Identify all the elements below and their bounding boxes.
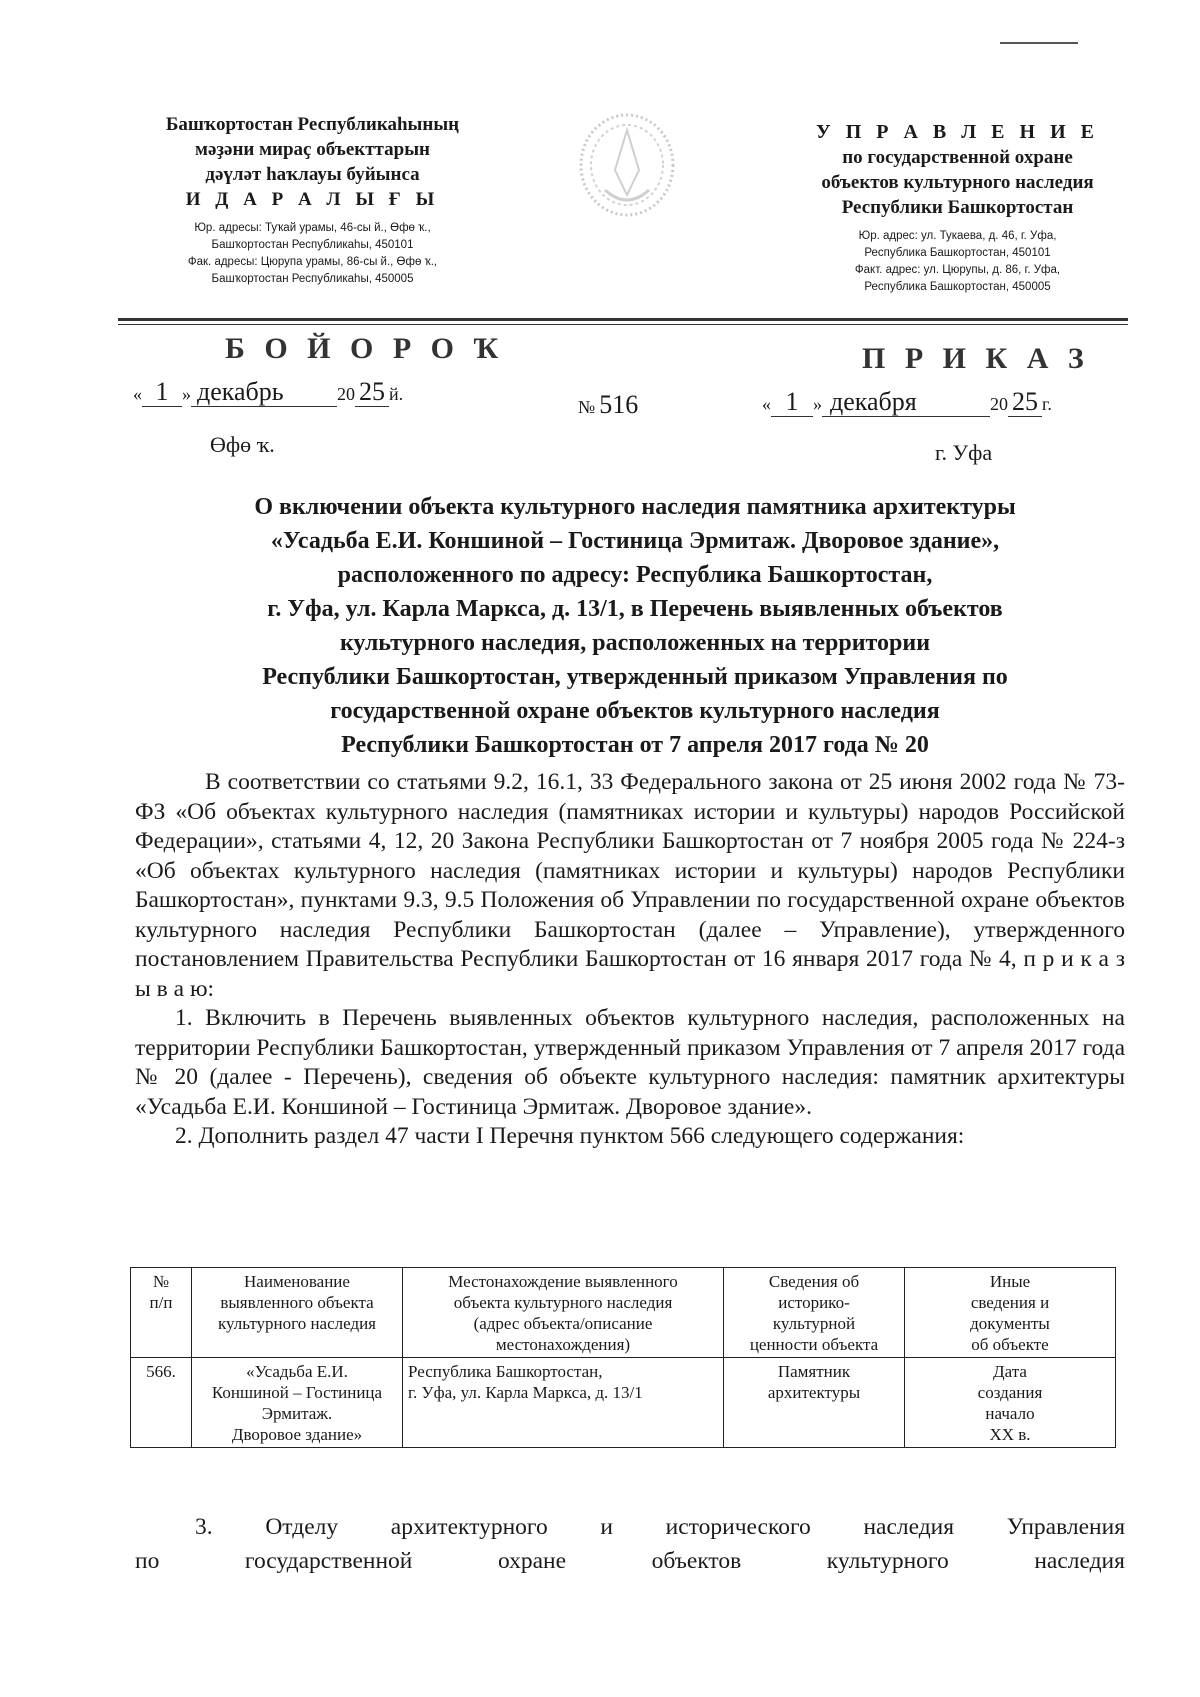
header-left [110,112,515,288]
word: объектов [651,1548,742,1574]
cell-line: Иные [989,1272,1031,1291]
order-title-russian: П Р И К А З [862,342,1090,375]
cell-line: Памятник [777,1362,851,1381]
location-cell [403,1358,724,1448]
word: исторического [665,1514,811,1540]
cell-line: об объекте [971,1335,1049,1354]
cell-line: г. Уфа, ул. Карла Маркса, д. 13/1 [408,1383,643,1402]
header-cell [131,1268,192,1358]
header-cell [724,1268,905,1358]
cell-line: Дата [993,1362,1027,1381]
quote-close: » [182,384,191,404]
date-year-suffix: 25 [355,378,389,407]
city-russian: г. Уфа [935,440,993,465]
address-line: Башҡортостан Республикаһы, 450005 [211,273,414,285]
table-row [131,1358,1116,1448]
title-line: культурного наследия, расположенных на территории [339,630,931,656]
other-info-cell [905,1358,1116,1448]
coat-of-arms-emblem [575,110,680,220]
header-right-line: по государственной охране [842,147,1073,168]
address-line: Башҡортостан Республикаһы, 450101 [211,239,414,251]
cell-line: местонахождения) [495,1335,631,1354]
cell-line: Республика Башкортостан, [408,1362,603,1381]
header-divider [118,318,1128,321]
cell-line: XX в. [989,1425,1031,1444]
header-right-address [790,228,1125,296]
quote-open: « [133,384,142,404]
date-left [133,378,403,407]
quote-open: « [762,394,771,414]
cell-line: Коншиной – Гостиница [211,1383,383,1402]
cell-line: п/п [149,1293,173,1312]
title-line: Республики Башкортостан, утвержденный приказом Управления по [262,664,1008,690]
header-right-line: объектов культурного наследия [821,172,1094,193]
title-line: расположенного по адресу: Республика Башкортостан, [337,562,933,588]
word: государственной [244,1548,413,1574]
cell-line: Сведения об [768,1272,860,1291]
header-right [790,120,1125,296]
word: архитектурного [390,1514,548,1540]
cell-line: выявленного объекта [220,1293,374,1312]
address-line: Фак. адресы: Цюрупа урамы, 86-сы й., Өфө ҡ., [187,256,438,268]
cell-line: объекта культурного наследия [453,1293,673,1312]
cell-line: историко- [778,1293,850,1312]
cell-line: № [152,1272,170,1291]
cell-line: ценности объекта [749,1335,879,1354]
item-3-paragraph [135,1510,1125,1578]
cell-line: (адрес объекта/описание [473,1314,653,1333]
top-corner-line [1000,42,1078,44]
cell-line: Наименование [244,1272,350,1291]
row-number-cell [131,1358,192,1448]
title-line: государственной охране объектов культурного наследия [330,698,940,724]
word: по [135,1548,160,1574]
date-day: 1 [142,378,182,407]
word: культурного [826,1548,949,1574]
header-cell [192,1268,403,1358]
cell-line: сведения и [970,1293,1050,1312]
number-value: 516 [599,390,639,419]
cell-line: Эрмитаж. [261,1404,333,1423]
header-left-line: Башҡортостан Республикаһының [165,114,460,135]
word: Отделу [265,1514,339,1540]
cell-line: культурной [772,1314,856,1333]
title-line: г. Уфа, ул. Карла Маркса, д. 13/1, в Перечень выявленных объектов [267,596,1003,622]
order-title-bashkir: Б О Й О Р О Ҡ [225,332,505,365]
address-line: Юр. адресы: Туҡай урамы, 46-сы й., Өфө ҡ., [194,222,431,234]
header-left-line: мәҙәни мираҫ объекттарын [195,139,430,160]
header-left-address [110,220,515,288]
document-body [135,768,1125,1152]
cell-line: Дворовое здание» [231,1425,363,1444]
header-left-line: дәүләт һаҡлауы буйынса [205,164,420,185]
word: и [600,1514,613,1540]
object-name-cell [192,1358,403,1448]
cell-line: 566. [146,1362,176,1381]
cell-line: начало [985,1404,1035,1423]
address-line: Юр. адрес: ул. Тукаева, д. 46, г. Уфа, [858,230,1057,242]
word: 3. [195,1514,213,1540]
word: наследия [1034,1548,1125,1574]
date-month: декабря [822,388,990,417]
document-title [140,490,1130,762]
number-label: № [578,397,596,417]
date-right [762,388,1052,417]
header-right-org: У П Р А В Л Е Н И Е [816,121,1099,143]
item-3-line-1 [135,1510,1125,1544]
address-line: Республика Башкортостан, 450005 [864,281,1051,293]
word: наследия [863,1514,955,1540]
cell-line: архитектуры [767,1383,861,1402]
item-2-paragraph: 2. Дополнить раздел 47 части I Перечня пунктом 566 следующего содержания: [175,1123,965,1149]
word: Управления [1006,1514,1125,1540]
title-line: О включении объекта культурного наследия памятника архитектуры [254,494,1016,520]
date-year-suffix: 25 [1008,388,1042,417]
date-year-prefix: 20 [337,384,355,404]
cell-line: создания [977,1383,1043,1402]
title-line: «Усадьба Е.И. Коншиной – Гостиница Эрмитаж. Дворовое здание», [270,528,1000,554]
date-unit: й. [389,384,404,404]
quote-close: » [813,394,822,414]
header-cell [905,1268,1116,1358]
item-3-line-2 [135,1544,1125,1578]
header-divider-thin [118,324,1128,325]
register-table [130,1267,1116,1448]
address-line: Факт. адрес: ул. Цюрупы, д. 86, г. Уфа, [854,264,1061,276]
title-line: Республики Башкортостан от 7 апреля 2017 года № 20 [341,732,929,758]
order-number [578,390,638,420]
date-year-prefix: 20 [990,394,1008,414]
cell-line: Местонахождение выявленного [448,1272,678,1291]
date-month: декабрь [191,378,337,407]
date-day: 1 [771,388,813,417]
item-1-paragraph: 1. Включить в Перечень выявленных объектов культурного наследия, расположенных на территории Республики Башкортостан, утвержденный приказом Управления от 7 апреля 2017 года № 20 (далее - Перечень), сведения об объекте культурного наследия: памятник архитектуры «Усадьба Е.И. Коншиной – Гостиница Эрмитаж. Дворовое здание». [135,1005,1125,1120]
value-cell [724,1358,905,1448]
cell-line: документы [970,1314,1050,1333]
preamble-paragraph: В соответствии со статьями 9.2, 16.1, 33 Федерального закона от 25 июня 2002 года № 73-ФЗ «Об объектах культурного наследия (памятниках истории и культуры) народов Российской Федерации», статьями 4, 12, 20 Закона Республики Башкортостан от 7 ноября 2005 года № 224-з «Об объектах культурного наследия (памятниках истории и культуры) народов Республики Башкортостан», пунктами 9.3, 9.5 Положения об Управлении по государственной охране объектов культурного наследия Республики Башкортостан (далее – Управление), утвержденного постановлением Правительства Республики Башкортостан от 16 января 2017 года № 4, п р и к а з ы в а ю: [135,769,1125,1002]
cell-line: культурного наследия [217,1314,377,1333]
address-line: Республика Башкортостан, 450101 [864,247,1051,259]
word: охране [497,1548,567,1574]
city-bashkir: Өфө ҡ. [210,432,275,457]
date-unit: г. [1042,394,1052,414]
header-right-line: Республики Башкортостан [841,197,1074,218]
header-cell [403,1268,724,1358]
table-header-row [131,1268,1116,1358]
header-left-org: И Д А Р А Л Ы Ғ Ы [185,189,440,210]
cell-line: «Усадьба Е.И. [246,1362,348,1381]
